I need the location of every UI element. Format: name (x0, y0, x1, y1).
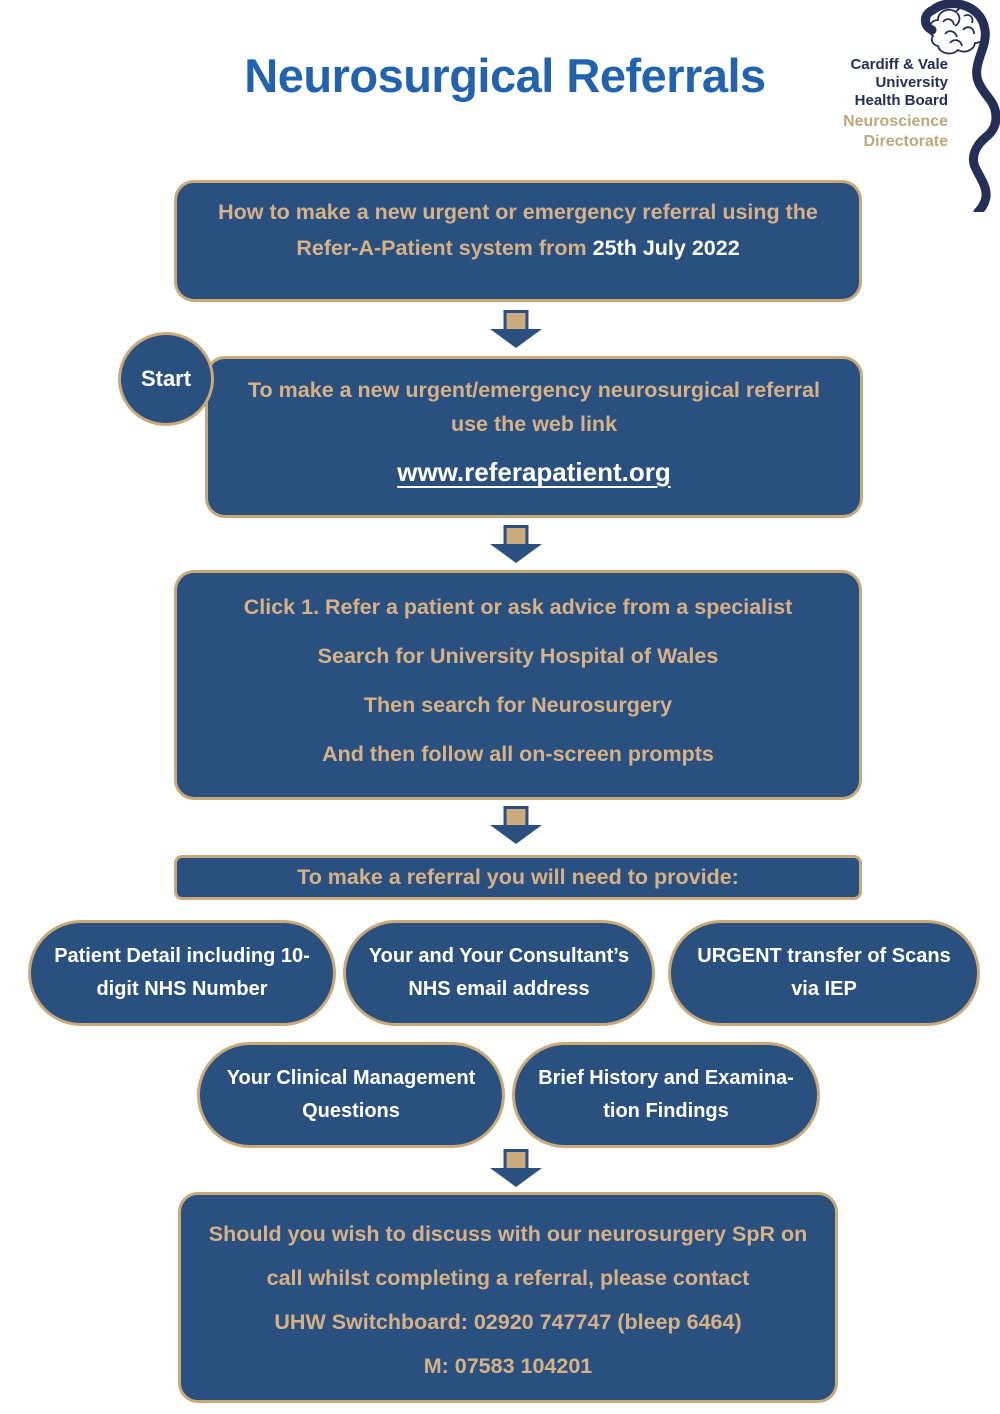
requirement-pill-clinical-questions (197, 1042, 505, 1148)
pill-line: NHS email address (408, 978, 590, 1000)
requirement-pill-nhs-email (343, 920, 655, 1026)
pill-line: Your and Your Consultant’s (368, 945, 630, 967)
start-badge (118, 332, 214, 426)
logo-org-line: Health Board (854, 92, 948, 109)
provide-bar (174, 855, 862, 900)
logo-org-line: University (875, 74, 948, 91)
down-arrow-icon (487, 806, 545, 846)
down-arrow-icon (487, 1149, 545, 1189)
down-arrow-icon (487, 310, 545, 350)
logo-dept-name (843, 112, 948, 152)
pill-line: tion Findings (603, 1100, 729, 1122)
weblink-box (205, 356, 863, 518)
effective-date: 25th July 2022 (592, 236, 740, 260)
intro-line-2-prefix: Refer-A-Patient system from (296, 236, 593, 260)
requirement-pill-history-findings (512, 1042, 820, 1148)
requirement-pill-patient-detail (28, 920, 336, 1026)
pill-line: via IEP (791, 978, 857, 1000)
weblink-line-1: To make a new urgent/emergency neurosurgical referral (248, 378, 820, 402)
pill-line: Brief History and Examina- (538, 1067, 794, 1089)
pill-line: URGENT transfer of Scans (697, 945, 951, 967)
step-line-4: And then follow all on-screen prompts (322, 742, 714, 766)
intro-line-2 (177, 230, 859, 266)
down-arrow-icon (487, 525, 545, 565)
requirement-pill-scan-transfer (668, 920, 980, 1026)
step-line-3: Then search for Neurosurgery (363, 693, 673, 717)
mobile-number: M: 07583 104201 (423, 1354, 593, 1378)
contact-line-2: call whilst completing a referral, please contact (266, 1266, 750, 1290)
intro-box (174, 180, 862, 302)
weblink-line-2: use the web link (450, 412, 618, 436)
start-label: Start (140, 366, 192, 391)
logo-dept-line: Directorate (863, 133, 948, 150)
pill-line: Your Clinical Management (226, 1067, 476, 1089)
contact-line-1: Should you wish to discuss with our neurosurgery SpR on (208, 1222, 808, 1246)
page-title: Neurosurgical Referrals (244, 49, 766, 102)
pill-line: Questions (302, 1100, 400, 1122)
logo-org-name (850, 56, 948, 110)
pill-line: Patient Detail including 10- (54, 945, 310, 967)
pill-line: digit NHS Number (96, 978, 268, 1000)
switchboard-number: UHW Switchboard: 02920 747747 (bleep 6464) (274, 1310, 742, 1334)
health-board-logo (835, 0, 1000, 212)
referapatient-link[interactable]: www.referapatient.org (397, 457, 671, 487)
step-line-2: Search for University Hospital of Wales (317, 644, 719, 668)
provide-bar-label: To make a referral you will need to provide: (297, 865, 739, 889)
contact-box (178, 1192, 838, 1403)
logo-org-line: Cardiff & Vale (850, 56, 948, 73)
logo-dept-line: Neuroscience (843, 113, 948, 130)
intro-line-1: How to make a new urgent or emergency referral using the (218, 200, 818, 224)
steps-box (174, 570, 862, 800)
step-line-1: Click 1. Refer a patient or ask advice from a specialist (243, 595, 793, 619)
